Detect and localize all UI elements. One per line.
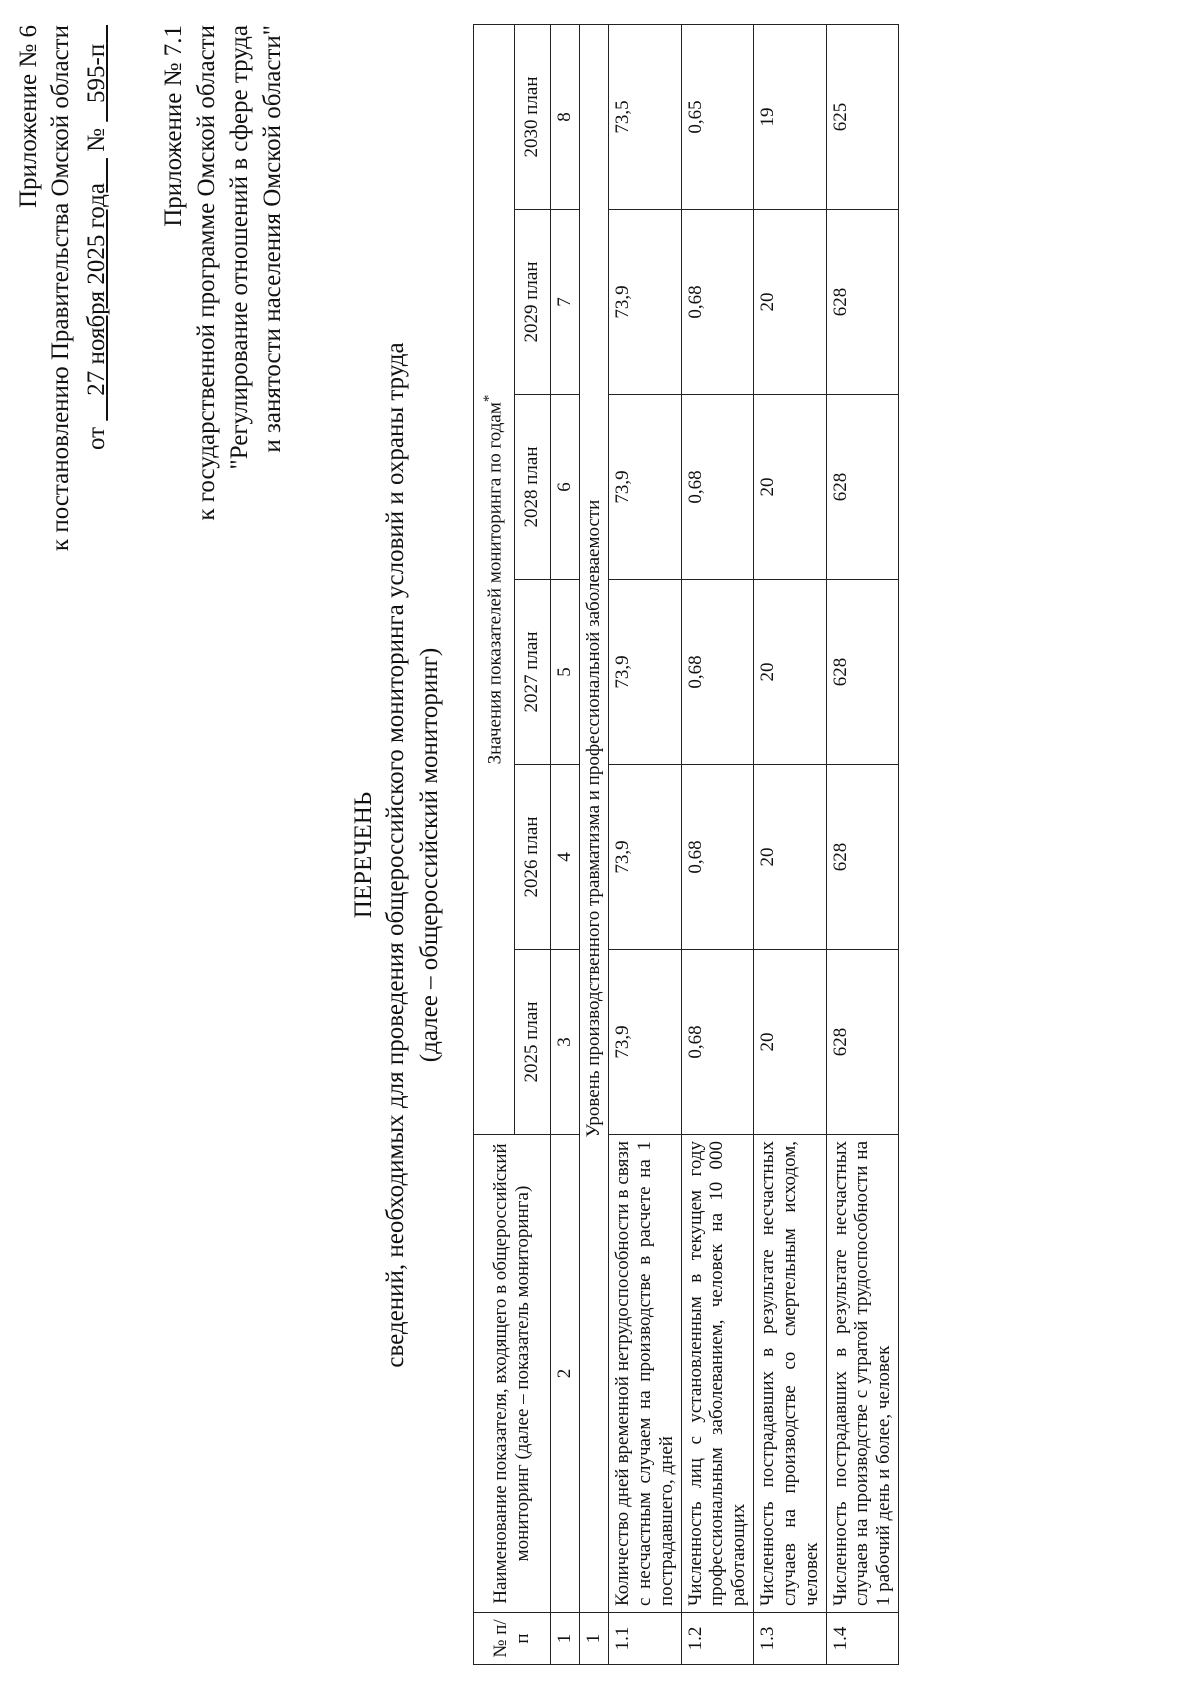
year-header: 2026 план (514, 765, 550, 950)
program-name-line2: и занятости населения Омской области" (259, 25, 286, 453)
table-row (681, 25, 754, 1665)
indicator-name: Количество дней временной нетрудоспособности в связи с несчастным случаем на производстве в расчете на 1 пострадавшего, дней (609, 1135, 682, 1613)
indicator-value: 20 (754, 580, 827, 765)
indicator-value: 73,9 (609, 765, 682, 950)
section-row (580, 25, 609, 1665)
indicator-value: 0,68 (681, 950, 754, 1135)
indicator-value: 628 (826, 580, 899, 765)
year-header: 2028 план (514, 395, 550, 580)
col-values-header-text: Значения показателей мониторинга по годам (484, 402, 506, 765)
year-header: 2030 план (514, 25, 550, 210)
column-index: 4 (551, 765, 580, 950)
year-header: 2025 план (514, 950, 550, 1135)
indicator-value: 628 (826, 210, 899, 395)
col-values-header (474, 25, 515, 1135)
resolution-date-text: 27 ноября 2025 года (83, 183, 110, 396)
appendix-resolution-line: к постановлению Правительства Омской области (47, 25, 74, 552)
resolution-number-text: 595-п (83, 43, 110, 103)
column-index: 6 (551, 395, 580, 580)
row-num: 1.3 (754, 1613, 827, 1665)
table-row (826, 25, 899, 1665)
row-num: 1.4 (826, 1613, 899, 1665)
indicator-value: 0,68 (681, 210, 754, 395)
year-header: 2029 план (514, 210, 550, 395)
table-row (754, 25, 827, 1665)
column-index: 1 (551, 1613, 580, 1665)
column-index: 5 (551, 580, 580, 765)
indicator-value: 73,9 (609, 580, 682, 765)
indicator-value: 73,9 (609, 210, 682, 395)
indicator-value: 0,68 (681, 395, 754, 580)
indicator-value: 20 (754, 210, 827, 395)
indicator-name: Численность лиц с установленным в текущем году профессиональным заболеванием, человек на 10 000 работающих (681, 1135, 754, 1613)
table-header-row (474, 25, 515, 1665)
indicator-value: 73,9 (609, 395, 682, 580)
program-name-line1: "Регулирование отношений в сфере труда (226, 25, 253, 470)
indicator-value: 625 (826, 25, 899, 210)
col-name-header: Наименование показателя, входящего в общероссийский мониторинг (далее – показатель мониторинга) (474, 1135, 551, 1613)
indicator-name: Численность пострадавших в результате несчастных случаев на производстве со смертельным исходом, человек (754, 1135, 827, 1613)
indicator-value: 0,65 (681, 25, 754, 210)
indicator-value: 0,68 (681, 580, 754, 765)
appendix-title: Приложение № 6 (15, 25, 42, 209)
rotated-document-page (15, 25, 1185, 1685)
column-index: 7 (551, 210, 580, 395)
document-subtitle-note: (далее – общероссийский мониторинг) (416, 647, 443, 1063)
indicator-value: 73,5 (609, 25, 682, 210)
document-title: ПЕРЕЧЕНЬ (350, 791, 377, 919)
column-index: 8 (551, 25, 580, 210)
section-title: Уровень производственного травматизма и профессиональной заболеваемости (580, 25, 609, 1613)
resolution-date (83, 158, 110, 421)
resolution-date-number-line (83, 25, 111, 450)
indicator-value: 628 (826, 765, 899, 950)
monitoring-table-wrapper (473, 25, 899, 1665)
resolution-number (83, 25, 110, 122)
document-subtitle: сведений, необходимых для проведения общероссийского мониторинга условий и охраны труда (382, 342, 409, 1368)
indicator-value: 628 (826, 950, 899, 1135)
table-row (609, 25, 682, 1665)
number-label: № (83, 127, 110, 152)
indicator-value: 19 (754, 25, 827, 210)
column-index: 3 (551, 950, 580, 1135)
indicator-value: 20 (754, 395, 827, 580)
section-num: 1 (580, 1613, 609, 1665)
indicator-value: 20 (754, 950, 827, 1135)
table-index-row (551, 25, 580, 1665)
from-label: от (83, 426, 110, 451)
indicator-name: Численность пострадавших в результате несчастных случаев на производстве с утратой трудоспособности на 1 рабочий день и более, человек (826, 1135, 899, 1613)
column-index: 2 (551, 1135, 580, 1613)
row-num: 1.1 (609, 1613, 682, 1665)
indicator-value: 628 (826, 395, 899, 580)
row-num: 1.2 (681, 1613, 754, 1665)
indicator-value: 73,9 (609, 950, 682, 1135)
year-header: 2027 план (514, 580, 550, 765)
program-line: к государственной программе Омской области (193, 25, 220, 521)
indicator-value: 20 (754, 765, 827, 950)
footnote-mark: * (481, 394, 498, 403)
monitoring-table (473, 24, 899, 1665)
col-num-header: № п/п (474, 1613, 551, 1665)
program-appendix-title: Приложение № 7.1 (160, 25, 187, 227)
indicator-value: 0,68 (681, 765, 754, 950)
